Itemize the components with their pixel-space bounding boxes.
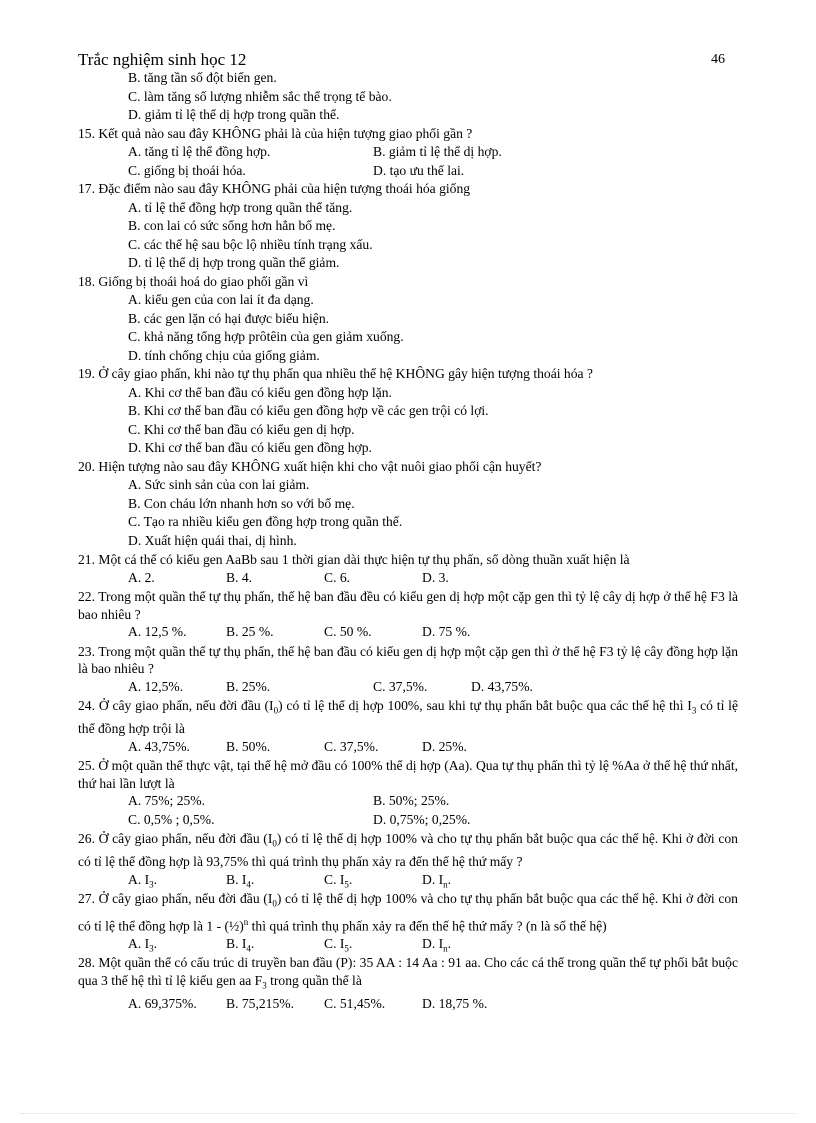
q22-options (78, 623, 738, 642)
q22-option-a: A. 12,5 %. (128, 624, 187, 639)
q21-option-a: A. 2. (128, 569, 155, 585)
q25-option-c: C. 0,5% ; 0,5%. (128, 811, 215, 827)
q17-option-c: C. các thế hệ sau bộc lộ nhiều tính trạng xấu. (128, 236, 373, 252)
q14-option-b: B. tăng tần số đột biến gen. (128, 70, 277, 85)
q25-option-a: A. 75%; 25%. (128, 793, 206, 809)
q28-options (78, 995, 738, 1014)
q23-option-a: A. 12,5%. (128, 678, 184, 694)
q24-option-b: B. 50%. (226, 738, 271, 754)
q24-subscript-0: 0 (273, 705, 279, 716)
q25-option-b: B. 50%; 25%. (373, 793, 450, 809)
q27-stem-part3: thì quá trình thụ phấn xảy ra đến thế hệ thứ mấy ? (n là số thế hệ) (248, 918, 607, 934)
q20-option-a: A. Sức sinh sản của con lai giảm. (128, 477, 310, 492)
q24-option-a: A. 43,75%. (128, 738, 190, 754)
q15-option-b: B. giảm tỉ lệ thể dị hợp. (373, 144, 502, 159)
q21-stem: 21. Một cá thể có kiểu gen AaBb sau 1 thời gian dài thực hiện tự thụ phấn, số dòng thuần xuất hiện là (78, 552, 630, 567)
q18-stem: 18. Giống bị thoái hoá do giao phối gần vì (78, 273, 309, 289)
q19-option-b: B. Khi cơ thể ban đầu có kiểu gen đồng hợp về các gen trội có lợi. (128, 403, 489, 418)
q22-stem: 22. Trong một quần thể tự thụ phấn, thế hệ ban đầu đều có kiểu gen dị hợp một cặp gen thì tỷ lệ cây dị hợp ở thế hệ F3 là bao nhiêu ? (78, 589, 738, 622)
q18-option-b: B. các gen lặn có hại được biểu hiện. (128, 310, 330, 326)
q24-stem-part1: 24. Ở cây giao phấn, nếu đời đầu (I (78, 698, 274, 713)
q24-option-c: C. 37,5%. (324, 738, 379, 754)
q19-stem: 19. Ở cây giao phấn, khi nào tự thụ phấn qua nhiều thế hệ KHÔNG gây hiện tượng thoái hóa ? (78, 366, 593, 381)
q19-option-c: C. Khi cơ thể ban đầu có kiểu gen dị hợp. (128, 421, 355, 437)
q27-option-d: D. $I_n$. (422, 935, 452, 954)
q14-option-c: C. làm tăng số lượng nhiễm sắc thể trọng tế bào. (128, 88, 392, 104)
q26-subscript-0: 0 (272, 838, 277, 849)
q22-option-b: B. 25 %. (226, 624, 274, 639)
q26-stem-part2: ) có tỉ lệ thể dị hợp 100% và cho tự thụ phấn bắt buộc qua các thế hệ. Khi ở đời con có tỉ lệ thể đồng hợp là 93,75% thì quá trình thụ phấn xảy ra đến thế hệ thứ mấy ? (78, 831, 738, 870)
q26-options (78, 871, 738, 890)
q21-option-c: C. 6. (324, 569, 351, 585)
q28-option-c: C. 51,45%. (324, 995, 386, 1011)
q28-stem-part1: 28. Một quần thể có cấu trúc di truyền ban đầu (P): 35 AA : 14 Aa : 91 aa. Cho các cá thể trong quần thể tự phối bắt buộc qua 3 thế hệ thì tỉ lệ kiểu gen aa F (78, 955, 738, 988)
q27-stem (78, 889, 738, 934)
q18-option-a: A. kiểu gen của con lai ít đa dạng. (128, 292, 314, 307)
q19-option-a: A. Khi cơ thể ban đầu có kiểu gen đồng hợp lặn. (128, 384, 392, 400)
q15-options-row2 (78, 162, 738, 181)
q23-options (78, 678, 738, 697)
q17-option-a: A. tỉ lệ thể đồng hợp trong quần thể tăng. (128, 199, 353, 215)
q24-stem (78, 696, 738, 738)
q15-options-row1 (78, 143, 738, 162)
q27-option-c: C. $I_5$. (324, 935, 353, 954)
q20-option-b: B. Con cháu lớn nhanh hơn so với bố mẹ. (128, 495, 355, 511)
q26-option-a: A. $I_3$. (128, 871, 158, 890)
q19-option-d: D. Khi cơ thể ban đầu có kiểu gen đồng hợp. (128, 440, 372, 455)
q28-stem (78, 953, 738, 995)
page-bottom-divider (20, 1113, 796, 1114)
q28-option-d: D. 18,75 %. (422, 995, 488, 1011)
q15-option-a: A. tăng tỉ lệ thể đồng hợp. (128, 144, 271, 159)
q14-option-d: D. giảm tỉ lệ thể dị hợp trong quần thể. (128, 107, 340, 122)
q26-option-c: C. $I_5$. (324, 871, 353, 890)
q24-options (78, 738, 738, 757)
q26-option-d: D. $I_n$. (422, 871, 452, 890)
q21-option-d: D. 3. (422, 569, 449, 585)
q27-options (78, 935, 738, 954)
q28-option-b: B. 75,215%. (226, 995, 294, 1011)
q24-subscript-3: 3 (691, 705, 697, 716)
q27-subscript-0: 0 (272, 899, 277, 910)
q15-stem: 15. Kết quả nào sau đây KHÔNG phải là của hiện tượng giao phối gần ? (78, 125, 473, 141)
q21-option-b: B. 4. (226, 569, 253, 585)
q25-stem: 25. Ở một quần thể thực vật, tại thế hệ mở đầu có 100% thể dị hợp (Aa). Qua tự thụ phấn thì tỷ lệ %Aa ở thế hệ thứ nhất, thứ hai lần lượt là (78, 758, 738, 791)
q28-stem-part2: trong quần thể là (266, 972, 362, 988)
q24-stem-part2: ) có tỉ lệ thể dị hợp 100%, sau khi tự thụ phấn bắt buộc qua các thế hệ thì I (278, 698, 692, 713)
q18-option-c: C. khả năng tổng hợp prôtêin của gen giảm xuống. (128, 329, 404, 344)
q20-option-d: D. Xuất hiện quái thai, dị hình. (128, 532, 297, 548)
q23-option-c: C. 37,5%. (373, 678, 428, 694)
q22-option-d: D. 75 %. (422, 624, 471, 639)
q27-stem-part1: 27. Ở cây giao phấn, nếu đời đầu (I (78, 891, 273, 907)
q23-option-b: B. 25%. (226, 678, 271, 694)
question-list (78, 69, 738, 1013)
q28-option-a: A. 69,375%. (128, 995, 197, 1011)
page-number: 46 (711, 52, 725, 67)
q15-option-d: D. tạo ưu thế lai. (373, 162, 465, 178)
q21-options (78, 569, 738, 588)
q20-stem: 20. Hiện tượng nào sau đây KHÔNG xuất hiện khi cho vật nuôi giao phối cận huyết? (78, 458, 542, 474)
q27-superscript-n: n (243, 916, 249, 927)
q18-option-d: D. tính chống chịu của giống giảm. (128, 347, 320, 363)
q24-stem-part3: có tỉ lệ thể đồng hợp trội là (78, 698, 738, 737)
q23-option-d: D. 43,75%. (471, 678, 533, 694)
q26-option-b: B. $I_4$. (226, 871, 255, 890)
q25-option-d: D. 0,75%; 0,25%. (373, 811, 471, 827)
q25-options-row2 (78, 811, 738, 830)
q27-option-a: A. $I_3$. (128, 935, 158, 954)
q20-option-c: C. Tạo ra nhiều kiểu gen đồng hợp trong quần thể. (128, 514, 403, 529)
q17-stem: 17. Đặc điểm nào sau đây KHÔNG phải của hiện tượng thoái hóa giống (78, 181, 471, 196)
q26-stem (78, 829, 738, 871)
q25-options-row1 (78, 792, 738, 811)
q17-option-b: B. con lai có sức sống hơn hẳn bố mẹ. (128, 218, 336, 233)
q22-option-c: C. 50 %. (324, 624, 372, 639)
q28-subscript-3: 3 (262, 980, 267, 991)
q17-option-d: D. tỉ lệ thể dị hợp trong quần thể giảm. (128, 255, 340, 270)
q27-option-b: B. $I_4$. (226, 935, 255, 954)
page-header (78, 50, 728, 70)
document-title: Trắc nghiệm sinh học 12 (78, 50, 247, 69)
q26-stem-part1: 26. Ở cây giao phấn, nếu đời đầu (I (78, 831, 273, 847)
q27-stem-part2: ) có tỉ lệ thể dị hợp 100% và cho tự thụ phấn bắt buộc qua các thế hệ. Khi ở đời con có tỉ lệ thể đồng hợp là 1 - (½) (78, 891, 738, 934)
q24-option-d: D. 25%. (422, 738, 467, 754)
q15-option-c: C. giống bị thoái hóa. (128, 162, 246, 178)
q23-stem: 23. Trong một quần thể tự thụ phấn, thế hệ ban đầu có kiểu gen dị hợp một cặp gen thì ở thế hệ F3 tỷ lệ cây đồng hợp lặn là bao nhiêu ? (78, 643, 738, 676)
